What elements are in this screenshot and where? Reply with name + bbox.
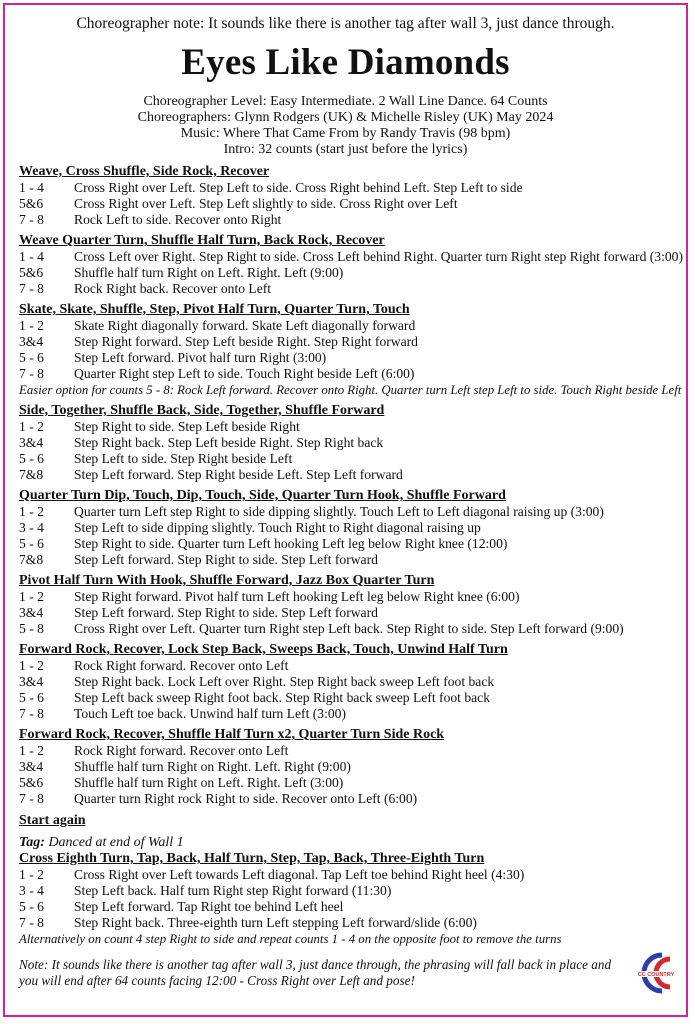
tag-line (19, 835, 672, 851)
step-row (19, 366, 672, 382)
step-row (19, 281, 672, 297)
step-description: Shuffle half turn Right on Left. Right. Left (3:00) (74, 775, 344, 790)
tag-step-row (19, 867, 672, 883)
tag-step-row (19, 915, 672, 931)
step-description: Rock Right forward. Recover onto Left (74, 743, 289, 758)
section-title: Weave Quarter Turn, Shuffle Half Turn, Back Rock, Recover (19, 233, 385, 248)
step-row (19, 658, 672, 674)
choreographers-line: Choreographers: Glynn Rodgers (UK) & Michelle Risley (UK) May 2024 (137, 110, 554, 125)
step-row (19, 536, 672, 552)
step-description: Step Left forward. Step Right to side. Step Left forward (74, 552, 378, 567)
step-count: 1 - 2 (19, 867, 44, 882)
step-count: 1 - 2 (19, 504, 44, 519)
section-title: Side, Together, Shuffle Back, Side, Together, Shuffle Forward (19, 403, 385, 418)
step-count: 1 - 4 (19, 180, 44, 195)
step-count: 7 - 8 (19, 915, 44, 930)
footer-note: Note: It sounds like there is another tag after wall 3, just dance through, the phrasing will fall back in place and you will end after 64 counts facing 12:00 - Cross Right over Left and pose! (19, 957, 612, 988)
step-count: 5 - 8 (19, 621, 44, 636)
step-row (19, 249, 684, 265)
step-description: Step Right back. Step Left beside Right. Step Right back (74, 435, 384, 450)
section-title: Pivot Half Turn With Hook, Shuffle Forward, Jazz Box Quarter Turn (19, 573, 435, 588)
dance-info (19, 94, 672, 158)
tag-section-title: Cross Eighth Turn, Tap, Back, Half Turn, Step, Tap, Back, Three-Eighth Turn (19, 851, 485, 866)
step-description: Rock Right forward. Recover onto Left (74, 658, 289, 673)
step-row (19, 180, 672, 196)
step-description: Shuffle half turn Right on Right. Left. Right (9:00) (74, 759, 351, 774)
step-count: 3&4 (19, 674, 44, 689)
step-count: 1 - 2 (19, 419, 44, 434)
step-count: 3&4 (19, 605, 44, 620)
step-description: Step Left to side dipping slightly. Touch Right to Right diagonal raising up (74, 520, 481, 535)
step-description: Step Right forward. Pivot half turn Left hooking Left leg below Right knee (6:00) (74, 589, 520, 604)
step-row (19, 435, 672, 451)
step-description: Quarter Right step Left to side. Touch Right beside Left (6:00) (74, 366, 415, 381)
section-title: Forward Rock, Recover, Shuffle Half Turn x2, Quarter Turn Side Rock (19, 727, 445, 742)
step-count: 7 - 8 (19, 212, 44, 227)
step-count: 5&6 (19, 775, 44, 790)
step-description: Step Left back sweep Right foot back. Step Right back sweep Left foot back (74, 690, 491, 705)
step-row (19, 706, 672, 722)
step-description: Quarter turn Left step Right to side dipping slightly. Touch Left to Left diagonal raising up (3:00) (74, 504, 604, 519)
step-row (19, 467, 672, 483)
start-again-label: Start again (19, 813, 86, 828)
step-row (19, 212, 672, 228)
step-count: 3&4 (19, 759, 44, 774)
step-row (19, 504, 672, 520)
step-count: 7 - 8 (19, 706, 44, 721)
section-title: Skate, Skate, Shuffle, Step, Pivot Half Turn, Quarter Turn, Touch (19, 302, 410, 317)
step-row (19, 520, 672, 536)
step-description: Step Right back. Three-eighth turn Left stepping Left forward/slide (6:00) (74, 915, 477, 930)
step-description: Step Left back. Half turn Right step Right forward (11:30) (74, 883, 392, 898)
section-title: Weave, Cross Shuffle, Side Rock, Recover (19, 164, 270, 179)
step-count: 3 - 4 (19, 520, 44, 535)
step-count: 5&6 (19, 265, 44, 280)
step-count: 3&4 (19, 435, 44, 450)
step-description: Cross Left over Right. Step Right to side. Cross Left behind Right. Quarter turn Right step Right forward (3:00) (74, 249, 684, 264)
step-description: Step Right to side. Step Left beside Right (74, 419, 300, 434)
step-row (19, 318, 672, 334)
step-row (19, 451, 672, 467)
tag-label: Tag: (19, 835, 45, 850)
step-description: Skate Right diagonally forward. Skate Left diagonally forward (74, 318, 416, 333)
step-description: Step Left forward. Step Right beside Left. Step Left forward (74, 467, 403, 482)
step-count: 3 - 4 (19, 883, 44, 898)
step-row (19, 759, 672, 775)
step-row (19, 265, 672, 281)
step-count: 1 - 2 (19, 658, 44, 673)
step-count: 7 - 8 (19, 791, 44, 806)
music-line: Music: Where That Came From by Randy Travis (98 bpm) (180, 126, 511, 141)
section-title: Forward Rock, Recover, Lock Step Back, Sweeps Back, Touch, Unwind Half Turn (19, 642, 508, 657)
step-count: 5 - 6 (19, 536, 44, 551)
intro-line: Intro: 32 counts (start just before the lyrics) (223, 142, 468, 157)
step-count: 7 - 8 (19, 281, 44, 296)
step-description: Step Left forward. Pivot half turn Right (3:00) (74, 350, 327, 365)
step-row (19, 605, 672, 621)
step-sections (19, 164, 684, 807)
step-description: Cross Right over Left. Step Left to side. Cross Right behind Left. Step Left to side (74, 180, 523, 195)
step-description: Quarter turn Right rock Right to side. Recover onto Left (6:00) (74, 791, 418, 806)
step-row (19, 334, 672, 350)
step-count: 5 - 6 (19, 350, 44, 365)
step-row (19, 791, 672, 807)
step-description: Step Left forward. Tap Right toe behind Left heel (74, 899, 344, 914)
step-row (19, 552, 672, 568)
page-frame (3, 3, 688, 1017)
choreographer-top-note: Choreographer note: It sounds like there is another tag after wall 3, just dance through. (76, 15, 615, 32)
step-count: 5&6 (19, 196, 44, 211)
tag-step-row (19, 899, 672, 915)
step-row (19, 196, 672, 212)
step-count: 7&8 (19, 467, 44, 482)
step-description: Cross Right over Left. Quarter turn Right step Left back. Step Right to side. Step Left forward (9:00) (74, 621, 624, 636)
step-row (19, 775, 672, 791)
step-description: Step Left to side. Step Right beside Left (74, 451, 293, 466)
step-row (19, 589, 672, 605)
step-description: Cross Right over Left towards Left diagonal. Tap Left toe behind Right heel (4:30) (74, 867, 525, 882)
step-count: 7&8 (19, 552, 44, 567)
step-description: Cross Right over Left. Step Left slightly to side. Cross Right over Left (74, 196, 458, 211)
step-description: Step Right forward. Step Left beside Right. Step Right forward (74, 334, 418, 349)
tag-step-row (19, 883, 672, 899)
step-description: Rock Left to side. Recover onto Right (74, 212, 282, 227)
step-row (19, 621, 672, 637)
step-count: 3&4 (19, 334, 44, 349)
step-count: 1 - 2 (19, 589, 44, 604)
step-count: 5 - 6 (19, 451, 44, 466)
step-row (19, 350, 672, 366)
step-count: 5 - 6 (19, 690, 44, 705)
step-description: Step Right to side. Quarter turn Left hooking Left leg below Right knee (12:00) (74, 536, 508, 551)
dance-title: Eyes Like Diamonds (181, 42, 510, 83)
step-description: Step Left forward. Step Right to side. Step Left forward (74, 605, 378, 620)
country-logo (634, 949, 678, 1005)
step-description: Shuffle half turn Right on Left. Right. Left (9:00) (74, 265, 344, 280)
step-row (19, 743, 672, 759)
tag-alternative-note: Alternatively on count 4 step Right to side and repeat counts 1 - 4 on the opposite foot to remove the turns (19, 932, 562, 946)
step-count: 5 - 6 (19, 899, 44, 914)
step-row (19, 674, 672, 690)
step-count: 7 - 8 (19, 366, 44, 381)
section-title: Quarter Turn Dip, Touch, Dip, Touch, Side, Quarter Turn Hook, Shuffle Forward (19, 488, 506, 503)
logo-text: CC COUNTRY (637, 972, 675, 978)
tag-text: Danced at end of Wall 1 (48, 835, 184, 850)
step-description: Touch Left toe back. Unwind half turn Left (3:00) (74, 706, 346, 721)
step-row (19, 419, 672, 435)
tag-steps (19, 867, 672, 931)
step-count: 1 - 2 (19, 318, 44, 333)
step-row (19, 690, 672, 706)
section-note: Easier option for counts 5 - 8: Rock Left forward. Recover onto Right. Quarter turn Left step Left to side. Touch Right beside Left (19, 383, 682, 397)
level-line: Choreographer Level: Easy Intermediate. 2 Wall Line Dance. 64 Counts (143, 94, 548, 109)
step-count: 1 - 4 (19, 249, 44, 264)
step-description: Rock Right back. Recover onto Left (74, 281, 272, 296)
step-count: 1 - 2 (19, 743, 44, 758)
step-description: Step Right back. Lock Left over Right. Step Right back sweep Left foot back (74, 674, 495, 689)
